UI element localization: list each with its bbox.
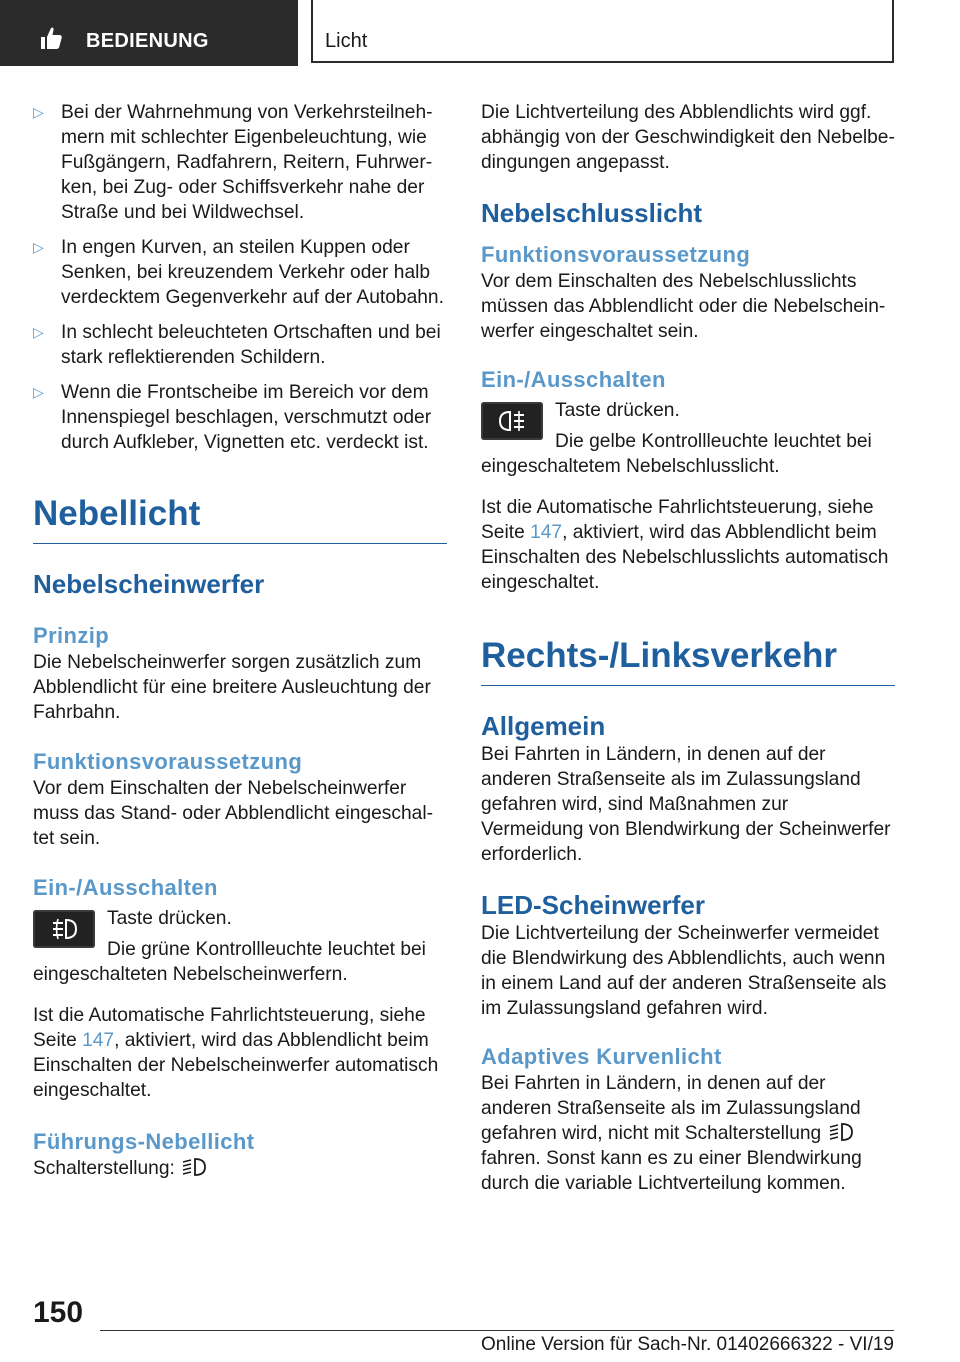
auto-light-text: Ist die Automatische Fahrlichtsteuerung, siehe Seite 147, aktiviert, wird das Abblendlicht beim Einschalten der Nebelscheinwerfer automatisch eingeschaltet. — [33, 1005, 439, 1101]
list-item: ▷ In schlecht beleuchteten Ortschaften und bei stark reflektierenden Schildern. — [33, 322, 441, 368]
headlight-switch-icon — [827, 1121, 855, 1143]
triangle-bullet-icon: ▷ — [33, 104, 44, 120]
led-text: Die Lichtverteilung der Scheinwerfer vermeidet die Blendwirkung des Abblendlichts, auch wenn in einem Land auf der anderen Straßenseite als im Zulassungsland gefahren wird. — [481, 923, 887, 1019]
heading-rechts-linksverkehr: Rechts-/Linksverkehr — [481, 635, 895, 686]
intro-text: Die Lichtverteilung des Abblendlichts wird ggf. abhängig von der Geschwindigkeit den Nebelbedingungen angepasst. — [481, 102, 895, 173]
funktion-text: Vor dem Einschalten des Nebelschlusslichts müssen das Abblendlicht oder die Nebelscheinwerfer eingeschaltet sein. — [481, 271, 886, 342]
heading-funktionsvoraussetzung: Funktionsvoraussetzung — [33, 749, 303, 774]
rear-fog-button-image — [481, 402, 543, 440]
right-column — [481, 100, 895, 1196]
heading-nebelscheinwerfer: Nebelscheinwerfer — [33, 569, 265, 599]
left-column — [33, 100, 447, 1181]
front-fog-light-icon — [33, 910, 95, 948]
allgemein-text: Bei Fahrten in Ländern, in denen auf der anderen Straßenseite als im Zulassungsland gefahren wird, sind Maßnahmen zur Vermeidung von Blendwirkung der Scheinwerfer erforderlich. — [481, 744, 891, 865]
footer-divider — [100, 1330, 894, 1331]
einaus-note: Die gelbe Kontrollleuchte leuchtet bei eingeschaltetem Nebelschlusslicht. — [481, 431, 872, 477]
hand-icon — [38, 26, 64, 50]
page-header — [0, 0, 960, 66]
heading-led-scheinwerfer: LED-Scheinwerfer — [481, 890, 705, 920]
rear-fog-light-icon — [481, 402, 543, 440]
einaus-note: Die grüne Kontrollleuchte leuchtet bei eingeschalteten Nebelscheinwerfern. — [33, 939, 426, 985]
funktion-text: Vor dem Einschalten der Nebelscheinwerfer muss das Stand- oder Abblendlicht eingeschaltet sein. — [33, 778, 433, 849]
section-title: BEDIENUNG — [86, 30, 209, 52]
triangle-bullet-icon: ▷ — [33, 324, 44, 340]
footer-text: Online Version für Sach-Nr. 01402666322 - VI/19 — [481, 1334, 894, 1355]
auto-light-text: Ist die Automatische Fahrlichtsteuerung, siehe Seite 147, aktiviert, wird das Abblendlicht beim Einschalten des Nebelschlusslichts automatisch eingeschaltet. — [481, 497, 889, 593]
heading-allgemein: Allgemein — [481, 711, 606, 741]
fog-switch-block — [33, 906, 447, 987]
heading-fuehrungs-nebellicht: Führungs-Nebellicht — [33, 1129, 255, 1154]
heading-nebelschlusslicht: Nebelschlusslicht — [481, 198, 703, 228]
fuehrung-text: Schalterstellung: — [33, 1156, 447, 1181]
heading-ein-ausschalten: Ein-/Ausschalten — [481, 367, 666, 392]
page-link[interactable]: 147 — [530, 522, 563, 543]
heading-ein-ausschalten: Ein-/Ausschalten — [33, 875, 218, 900]
headlight-switch-icon — [180, 1156, 208, 1178]
heading-funktionsvoraussetzung: Funktionsvoraussetzung — [481, 242, 751, 267]
page-number: 150 — [33, 1296, 84, 1329]
chapter-title: Licht — [325, 30, 368, 52]
page-link[interactable]: 147 — [82, 1030, 115, 1051]
einaus-step: Taste drücken. — [107, 908, 232, 929]
list-item: ▷ In engen Kurven, an steilen Kuppen oder Senken, bei kreuzendem Verkehr oder halb verdecktem Gegenverkehr auf der Autobahn. — [33, 237, 444, 308]
heading-prinzip: Prinzip — [33, 623, 110, 648]
einaus-step: Taste drücken. — [555, 400, 680, 421]
chapter-tab — [311, 0, 894, 63]
list-item: ▷ Wenn die Frontscheibe im Bereich vor dem Innenspiegel beschlagen, verschmutzt oder durch Aufkleber, Vignetten etc. verdeckt ist. — [33, 382, 432, 453]
heading-nebellicht: Nebellicht — [33, 493, 447, 544]
heading-adaptives-kurvenlicht: Adaptives Kurvenlicht — [481, 1044, 722, 1069]
rear-fog-switch-block — [481, 398, 895, 479]
front-fog-button-image — [33, 910, 95, 948]
adaptiv-text: Bei Fahrten in Ländern, in denen auf der anderen Straßenseite als im Zulassungsland gefahren wird, nicht mit Schalterstellung fahren. Sonst kann es zu einer Blendwirkung durch die variable Lichtverteilung kommen. — [481, 1073, 862, 1194]
list-item: ▷ Bei der Wahrnehmung von Verkehrsteilnehmern mit schlechter Eigenbeleuchtung, wie Fußgängern, Radfahrern, Reitern, Fuhrwerken, bei Zug- oder Schiffsverkehr nahe der Straße und bei Wildwechsel. — [33, 102, 433, 223]
triangle-bullet-icon: ▷ — [33, 239, 44, 255]
triangle-bullet-icon: ▷ — [33, 384, 44, 400]
section-tab — [0, 0, 298, 66]
prinzip-text: Die Nebelscheinwerfer sorgen zusätzlich zum Abblendlicht für eine breitere Ausleuchtung der Fahrbahn. — [33, 652, 431, 723]
